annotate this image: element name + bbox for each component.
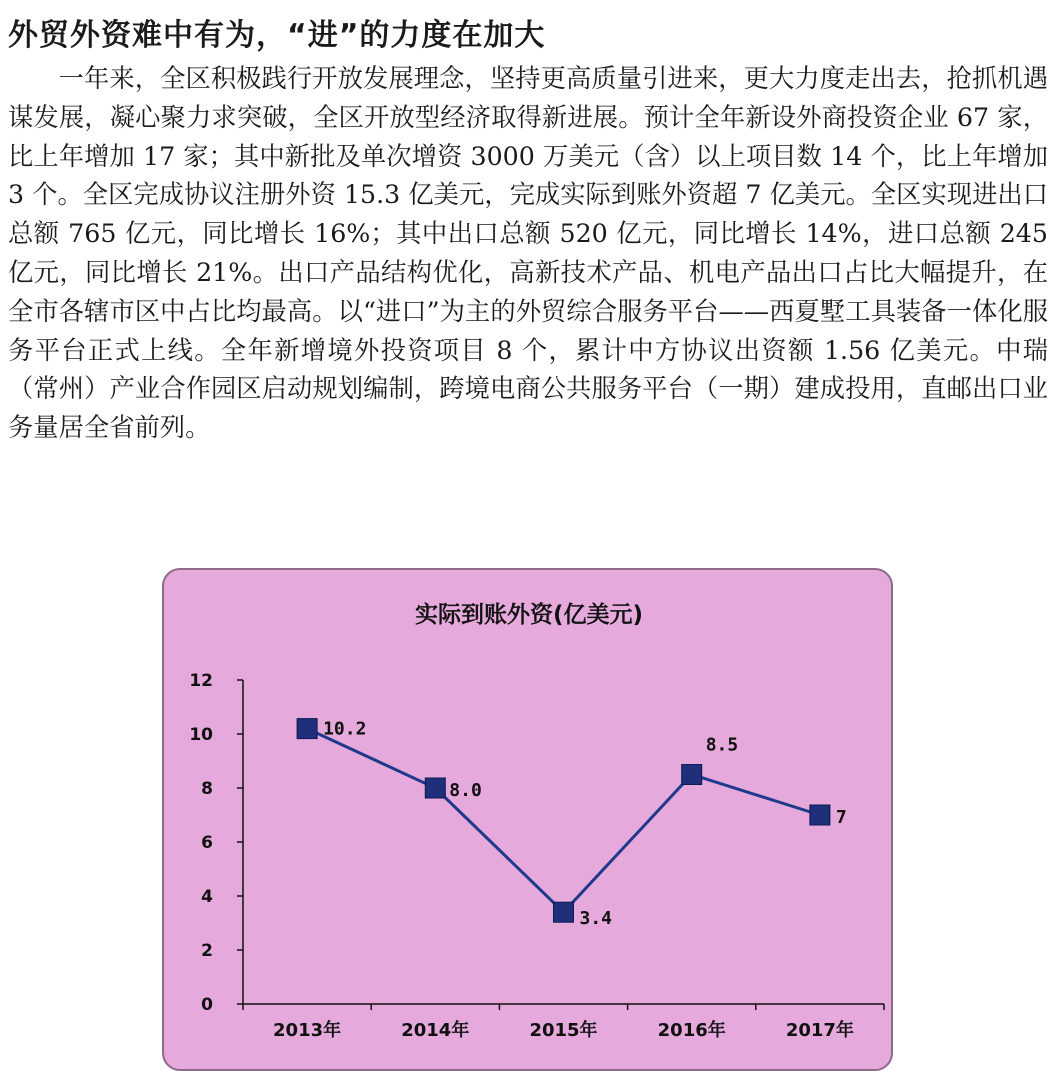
data-point xyxy=(297,719,317,739)
y-tick-label: 2 xyxy=(201,941,213,961)
data-label: 3.4 xyxy=(579,908,613,930)
x-tick-label: 2017年 xyxy=(785,1020,854,1041)
data-label: 7 xyxy=(835,807,847,828)
data-point xyxy=(682,765,702,785)
chart-panel xyxy=(162,568,893,1071)
data-label: 10.2 xyxy=(323,718,367,740)
x-tick-label: 2015年 xyxy=(529,1020,598,1041)
x-tick-label: 2013年 xyxy=(273,1020,342,1041)
series-line xyxy=(307,729,820,913)
y-tick-label: 12 xyxy=(189,671,213,691)
article-body: 一年来，全区积极践行开放发展理念，坚持更高质量引进来，更大力度走出去，抢抓机遇谋发展，凝心聚力求突破，全区开放型经济取得新进展。预计全年新设外商投资企业 67 家，比上年增加 17 家；其中新批及单次增资 3000 万美元（含）以上项目数 14 个，比上年增加 3 个。全区完成协议注册外资 15.3 亿美元，完成实际到账外资超 7 亿美元。全区实现进出口总额 765 亿元，同比增长 16%；其中出口总额 520 亿元，同比增长 14%，进口总额 245 亿元，同比增长 21%。出口产品结构优化，高新技术产品、机电产品出口占比大幅提升，在全市各辖市区中占比均最高。以“进口”为主的外贸综合服务平台——西夏墅工具装备一体化服务平台正式上线。全年新增境外投资项目 8 个，累计中方协议出资额 1.56 亿美元。中瑞（常州）产业合作园区启动规划编制，跨境电商公共服务平台（一期）建成投用，直邮出口业务量居全省前列。 xyxy=(8,64,1048,443)
data-point xyxy=(425,778,445,798)
line-chart xyxy=(164,570,895,1073)
y-tick-label: 4 xyxy=(201,887,213,907)
y-tick-label: 8 xyxy=(201,779,213,799)
data-point xyxy=(554,902,574,922)
y-tick-label: 10 xyxy=(189,725,213,745)
data-label: 8.5 xyxy=(705,734,739,756)
data-label: 8.0 xyxy=(449,780,482,801)
y-tick-label: 6 xyxy=(201,833,213,853)
x-tick-label: 2014年 xyxy=(401,1020,470,1041)
x-tick-label: 2016年 xyxy=(657,1020,726,1041)
y-tick-label: 0 xyxy=(201,995,213,1015)
data-point xyxy=(810,805,830,825)
article-title: 外贸外资难中有为，“进”的力度在加大 xyxy=(8,18,546,53)
chart-title: 实际到账外资(亿美元) xyxy=(414,602,644,628)
